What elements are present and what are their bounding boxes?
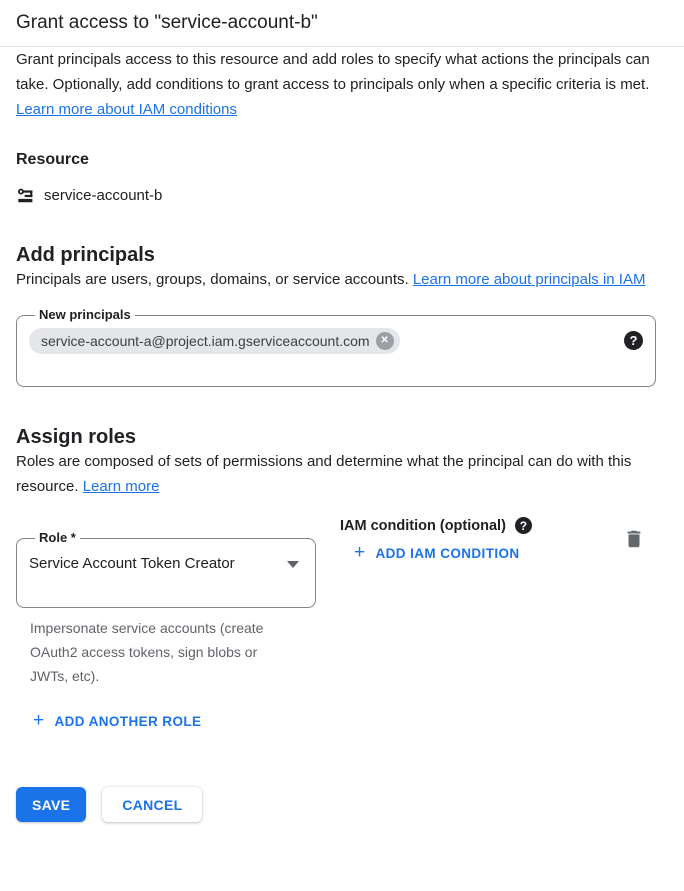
save-button[interactable]: SAVE: [16, 787, 86, 822]
add-iam-condition-label: ADD IAM CONDITION: [375, 545, 520, 561]
roles-learn-more-link[interactable]: Learn more: [82, 478, 160, 495]
add-another-role-button[interactable]: [33, 712, 201, 730]
role-column: [16, 515, 316, 688]
dialog-content: [0, 47, 684, 822]
iam-conditions-link[interactable]: Learn more about IAM conditions: [16, 101, 237, 118]
principal-chip: [29, 328, 400, 354]
condition-label-row: [340, 517, 532, 534]
role-select[interactable]: [29, 551, 303, 577]
resource-item: [16, 186, 668, 205]
new-principals-label: New principals: [39, 307, 131, 322]
add-principals-heading: Add principals: [16, 244, 155, 266]
role-field: [16, 530, 316, 608]
resource-heading: Resource: [16, 151, 89, 168]
delete-role-button[interactable]: [622, 527, 646, 551]
intro-text: Grant principals access to this resource and add roles to specify what actions the principals can take. Optionally, add conditions to grant access to principals only when a specific criteria is met.: [16, 51, 650, 93]
principals-desc-text: Principals are users, groups, domains, or service accounts.: [16, 271, 413, 288]
condition-column: [340, 515, 532, 563]
close-icon: ✕: [380, 335, 389, 346]
role-row: [16, 515, 668, 688]
plus-icon: +: [354, 542, 366, 563]
resource-name: service-account-b: [44, 187, 163, 204]
question-icon: ?: [519, 518, 528, 533]
chevron-down-icon: [287, 561, 299, 568]
plus-icon: +: [33, 710, 45, 731]
new-principals-field: [16, 307, 656, 387]
roles-desc-text: Roles are composed of sets of permissions and determine what the principal can do with this resource.: [16, 453, 632, 495]
dialog-footer: [16, 787, 668, 822]
service-account-icon: [16, 186, 35, 205]
question-icon: ?: [629, 333, 638, 348]
add-another-role-label: ADD ANOTHER ROLE: [54, 713, 202, 729]
new-principals-input[interactable]: [29, 328, 643, 356]
assign-roles-heading: Assign roles: [16, 426, 137, 448]
remove-principal-icon[interactable]: [376, 332, 394, 350]
principals-learn-more-link[interactable]: Learn more about principals in IAM: [412, 271, 646, 288]
role-selected-value: Service Account Token Creator: [29, 555, 235, 572]
condition-help-icon[interactable]: [515, 517, 532, 534]
assign-roles-description: [16, 449, 660, 499]
cancel-button[interactable]: CANCEL: [102, 787, 202, 822]
trash-icon: [623, 528, 645, 550]
dialog-title: Grant access to "service-account-b": [16, 12, 318, 33]
add-iam-condition-button[interactable]: [354, 544, 520, 562]
add-principals-description: [16, 267, 660, 292]
role-field-label: Role *: [39, 530, 76, 545]
role-helper-text: Impersonate service accounts (create OAuth2 access tokens, sign blobs or JWTs, etc).: [30, 620, 264, 684]
dialog-header: [0, 0, 684, 47]
intro-paragraph: [16, 47, 660, 122]
principal-chip-label: service-account-a@project.iam.gserviceaccount.com: [41, 333, 370, 349]
iam-condition-label: IAM condition (optional): [340, 517, 506, 534]
principals-help-icon[interactable]: [624, 331, 643, 350]
